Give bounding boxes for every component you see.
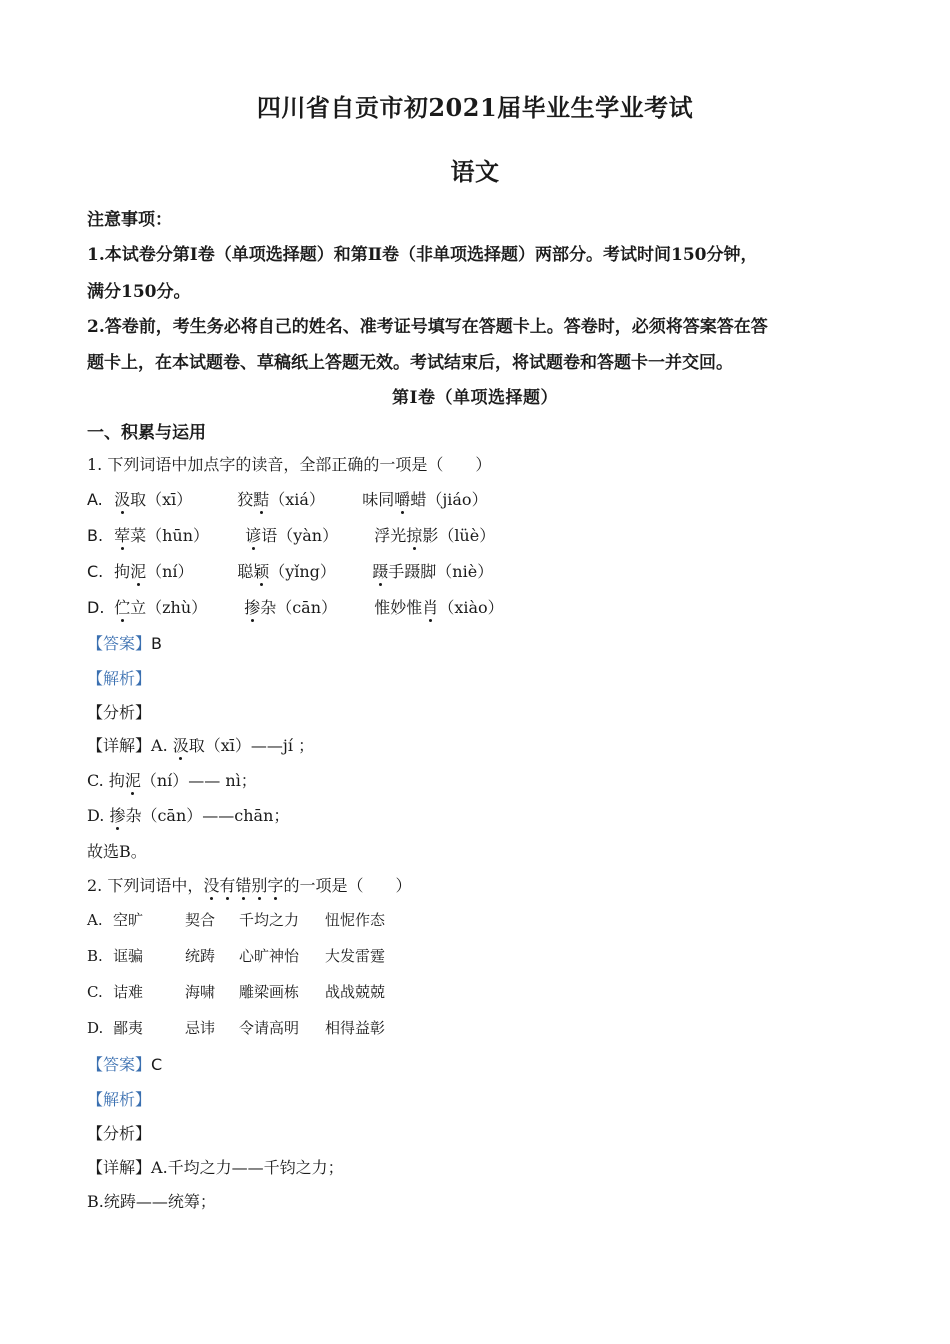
notice-item-2a: 2.答卷前，考生务必将自己的姓名、准考证号填写在答题卡上。答卷时，必须将答案答在答	[87, 317, 768, 337]
option-label: C.	[87, 983, 103, 1001]
word: 语（yàn）	[261, 526, 339, 545]
detail-text: A.千均之力——千钧之力；	[151, 1158, 344, 1177]
word: 战战兢兢	[325, 983, 386, 1001]
q1-stem: 1. 下列词语中加点字的读音，全部正确的一项是（ ）	[87, 455, 492, 474]
option-label: B.	[87, 526, 104, 545]
detail-text: C. 拘	[87, 771, 125, 790]
option-label: D.	[87, 1019, 104, 1037]
word: 拘	[114, 562, 131, 581]
dotted-char: 没	[203, 876, 220, 895]
q2-fenxi: 【分析】	[87, 1124, 152, 1143]
dotted-char: 掠	[406, 526, 423, 545]
stem-text: 的一项是（ ）	[283, 876, 412, 895]
word: 诘难	[113, 983, 144, 1001]
word: 立（zhù）	[130, 598, 208, 617]
q1-option-d	[87, 595, 504, 618]
word: 忸怩作态	[325, 911, 386, 929]
answer-value: C	[151, 1055, 163, 1074]
notice-item-1a: 1.本试卷分第Ⅰ卷（单项选择题）和第Ⅱ卷（非单项选择题）两部分。考试时间150分钟，	[87, 245, 758, 265]
detail-text: A.	[151, 736, 173, 755]
notice-heading: 注意事项：	[87, 210, 172, 230]
detail-text: （ní）—— nì；	[140, 771, 257, 790]
word: 手蹑脚（niè）	[388, 562, 494, 581]
word: 忌讳	[185, 1019, 216, 1037]
dotted-char: 泥	[130, 562, 147, 581]
word: 契合	[185, 911, 216, 929]
dotted-char: 汲	[172, 736, 189, 755]
q1-option-c	[87, 559, 493, 582]
q2-detail-2: B.统踌——统筹；	[87, 1192, 216, 1211]
word: 杂（cān）	[260, 598, 338, 617]
word: 海啸	[185, 983, 216, 1001]
detail-tag: 【详解】	[87, 736, 152, 755]
word: （yǐng）	[269, 562, 336, 581]
dotted-char: 肖	[422, 598, 439, 617]
q1-option-a	[87, 487, 488, 510]
word: 令请高明	[239, 1019, 300, 1037]
q1-detail-2	[87, 768, 257, 791]
q1-conclusion: 故选B。	[87, 842, 147, 861]
word: 千均之力	[239, 911, 300, 929]
notice-item-1b: 满分150分。	[87, 282, 191, 302]
word: （ní）	[146, 562, 194, 581]
answer-tag: 【答案】	[87, 634, 152, 653]
word: 心旷神怡	[239, 947, 300, 965]
detail-text: 取（xī）——jí ；	[188, 736, 315, 755]
q2-option-d	[87, 1017, 385, 1038]
part1-heading: 第Ⅰ卷（单项选择题）	[392, 388, 558, 408]
detail-tag: 【详解】	[87, 1158, 152, 1177]
q1-fenxi: 【分析】	[87, 703, 152, 722]
option-label: C.	[87, 562, 104, 581]
exam-title: 四川省自贡市初2021届毕业生学业考试	[256, 93, 694, 122]
dotted-char: 泥	[124, 771, 141, 790]
q2-answer	[87, 1052, 162, 1075]
q2-detail-1	[87, 1155, 344, 1178]
option-label: D.	[87, 598, 105, 617]
answer-tag: 【答案】	[87, 1055, 152, 1074]
q1-detail-3	[87, 803, 289, 826]
word: 统踌	[185, 947, 216, 965]
detail-text: D.	[87, 806, 110, 825]
dotted-char: 伫	[114, 598, 131, 617]
q2-option-c	[87, 981, 385, 1002]
dotted-char: 颖	[253, 562, 270, 581]
word: （xiá）	[269, 490, 325, 509]
word: 鄙夷	[113, 1019, 144, 1037]
word: 空旷	[113, 911, 144, 929]
q2-analysis-tag: 【解析】	[87, 1090, 152, 1109]
dotted-char: 字	[267, 876, 284, 895]
dotted-char: 谚	[245, 526, 262, 545]
section-heading: 一、积累与运用	[87, 423, 206, 443]
word: 蜡（jiáo）	[410, 490, 488, 509]
option-label: B.	[87, 947, 103, 965]
dotted-char: 掺	[109, 806, 126, 825]
q1-detail-1	[87, 733, 314, 756]
word: 狡	[237, 490, 254, 509]
q2-option-a	[87, 909, 385, 930]
word: 菜（hūn）	[130, 526, 210, 545]
word: 聪	[237, 562, 254, 581]
q2-stem	[87, 873, 411, 896]
stem-text: 2. 下列词语中，	[87, 876, 204, 895]
q1-answer	[87, 631, 162, 654]
dotted-char: 蹑	[372, 562, 389, 581]
dotted-char: 荤	[114, 526, 131, 545]
q2-option-b	[87, 945, 385, 966]
dotted-char: 错	[235, 876, 252, 895]
detail-text: 杂（cān）——chān；	[125, 806, 290, 825]
answer-value: B	[151, 634, 162, 653]
word: 影（lüè）	[422, 526, 496, 545]
dotted-char: 黠	[253, 490, 270, 509]
word: 诓骗	[113, 947, 144, 965]
word: 味同	[362, 490, 395, 509]
dotted-char: 嚼	[394, 490, 411, 509]
word: 雕梁画栋	[239, 983, 300, 1001]
notice-item-2b: 题卡上，在本试题卷、草稿纸上答题无效。考试结束后，将试题卷和答题卡一并交回。	[87, 353, 733, 373]
word: 浮光	[374, 526, 407, 545]
option-label: A.	[87, 911, 103, 929]
q1-analysis-tag: 【解析】	[87, 669, 152, 688]
word: 惟妙惟	[374, 598, 423, 617]
option-label: A.	[87, 490, 103, 509]
dotted-char: 别	[251, 876, 268, 895]
dotted-char: 掺	[244, 598, 261, 617]
word: 相得益彰	[325, 1019, 386, 1037]
word: （xiào）	[438, 598, 504, 617]
q1-option-b	[87, 523, 495, 546]
dotted-char: 汲	[114, 490, 131, 509]
subject-title: 语文	[450, 157, 500, 186]
dotted-char: 有	[219, 876, 236, 895]
word: 大发雷霆	[325, 947, 386, 965]
word: 取（xī）	[130, 490, 193, 509]
